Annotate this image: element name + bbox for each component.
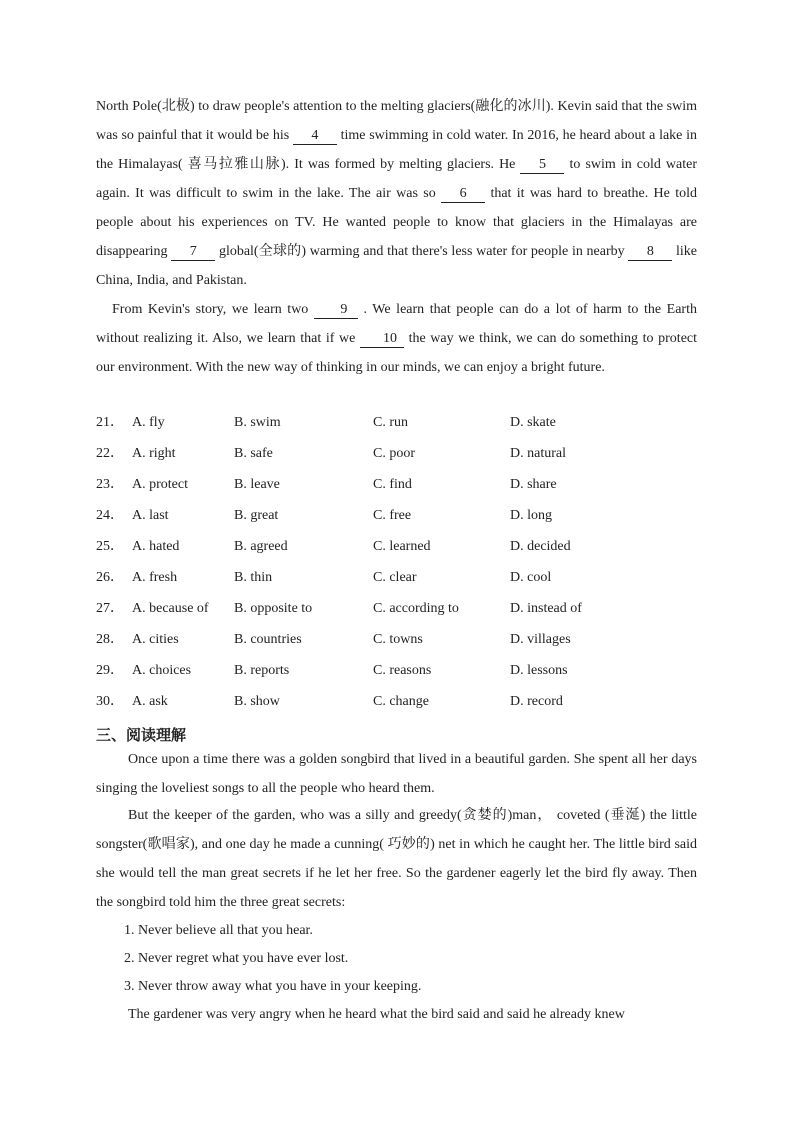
question-row bbox=[96, 593, 697, 624]
option-a: A. hated bbox=[132, 539, 180, 554]
blank-4: 4 bbox=[293, 128, 337, 145]
option-d: D. lessons bbox=[510, 663, 568, 678]
option-a: A. cities bbox=[132, 632, 179, 647]
option-d: D. long bbox=[510, 508, 552, 523]
secret-3: 3. Never throw away what you have in your keeping. bbox=[124, 979, 422, 994]
blank-6: 6 bbox=[441, 186, 485, 203]
option-c: C. learned bbox=[373, 539, 431, 554]
story-paragraph-1: Once upon a time there was a golden songbird that lived in a beautiful garden. She spent all her days singing the loveliest songs to all the people who heard them. bbox=[96, 752, 697, 796]
option-c: C. free bbox=[373, 508, 412, 523]
option-a: A. right bbox=[132, 446, 176, 461]
option-d: D. natural bbox=[510, 446, 566, 461]
option-d: D. cool bbox=[510, 570, 552, 585]
question-row bbox=[96, 438, 697, 469]
question-number: 30． bbox=[96, 694, 124, 709]
blank-8: 8 bbox=[628, 244, 672, 261]
story-paragraph-3: The gardener was very angry when he heard what the bird said and said he already knew bbox=[128, 1007, 625, 1022]
option-a: A. fresh bbox=[132, 570, 178, 585]
question-number: 22． bbox=[96, 446, 124, 461]
question-row bbox=[96, 469, 697, 500]
blank-7: 7 bbox=[171, 244, 215, 261]
passage-paragraph-1 bbox=[96, 92, 697, 295]
option-a: A. ask bbox=[132, 694, 168, 709]
passage-text: From Kevin's story, we learn two bbox=[112, 302, 309, 317]
option-d: D. instead of bbox=[510, 601, 582, 616]
passage-text: North Pole(北极) to draw people's attention to the melting glaciers(融化的冰川). Kevin said that the swim was so painful that it would be his bbox=[96, 99, 697, 143]
option-d: D. decided bbox=[510, 539, 571, 554]
passage-paragraph-2 bbox=[96, 295, 697, 382]
option-b: B. great bbox=[234, 508, 279, 523]
option-c: C. reasons bbox=[373, 663, 432, 678]
option-b: B. reports bbox=[234, 663, 290, 678]
option-b: B. thin bbox=[234, 570, 273, 585]
option-b: B. show bbox=[234, 694, 280, 709]
option-c: C. change bbox=[373, 694, 429, 709]
question-number: 23． bbox=[96, 477, 124, 492]
option-a: A. last bbox=[132, 508, 169, 523]
question-number: 25． bbox=[96, 539, 124, 554]
question-number: 28． bbox=[96, 632, 124, 647]
passage-text: . We learn that people can do a lot of harm to the Earth without realizing it. Also, we learn that if we bbox=[96, 302, 697, 346]
option-d: D. share bbox=[510, 477, 557, 492]
option-a: A. protect bbox=[132, 477, 188, 492]
question-row bbox=[96, 407, 697, 438]
option-d: D. record bbox=[510, 694, 563, 709]
passage-text: time swimming in cold water. In 2016, he heard about a lake in the Himalayas( 喜马拉雅山脉). It was formed by melting glaciers. He bbox=[96, 128, 698, 172]
blank-5: 5 bbox=[520, 157, 564, 174]
option-b: B. agreed bbox=[234, 539, 288, 554]
question-row bbox=[96, 655, 697, 686]
question-number: 29． bbox=[96, 663, 124, 678]
secret-1: 1. Never believe all that you hear. bbox=[124, 923, 313, 938]
blank-10: 10 bbox=[360, 331, 404, 348]
secret-2: 2. Never regret what you have ever lost. bbox=[124, 951, 349, 966]
option-b: B. leave bbox=[234, 477, 280, 492]
question-row bbox=[96, 531, 697, 562]
option-a: A. choices bbox=[132, 663, 192, 678]
question-row bbox=[96, 562, 697, 593]
question-number: 27． bbox=[96, 601, 124, 616]
passage-text: the way we think, we can do something to protect our environment. With the new way of thinking in our minds, we can enjoy a bright future. bbox=[96, 331, 698, 375]
option-d: D. villages bbox=[510, 632, 571, 647]
option-b: B. swim bbox=[234, 415, 281, 430]
option-a: A. fly bbox=[132, 415, 165, 430]
passage-text: to swim in cold water again. It was difficult to swim in the lake. The air was so bbox=[96, 157, 698, 201]
option-a: A. because of bbox=[132, 601, 209, 616]
option-c: C. according to bbox=[373, 601, 459, 616]
option-c: C. poor bbox=[373, 446, 415, 461]
question-row bbox=[96, 500, 697, 531]
option-d: D. skate bbox=[510, 415, 556, 430]
question-number: 24． bbox=[96, 508, 124, 523]
option-c: C. find bbox=[373, 477, 412, 492]
question-number: 26． bbox=[96, 570, 124, 585]
option-c: C. run bbox=[373, 415, 408, 430]
story-paragraph-2: But the keeper of the garden, who was a silly and greedy(贪婪的)man， coveted (垂涎) the little songster(歌唱家), and one day he made a cunning( 巧妙的) net in which he caught her. The little bird said she would tell the man great secrets if he let her free. So the gardener eagerly let the bird fly away. Then the songbird told him the three great secrets: bbox=[96, 808, 697, 910]
passage-text: that it was hard to breathe. He told people about his experiences on TV. He wanted people to know that glaciers in the Himalayas are disappearing bbox=[96, 186, 698, 259]
option-b: B. countries bbox=[234, 632, 302, 647]
passage-text: global(全球的) warming and that there's less water for people in nearby bbox=[218, 244, 625, 259]
option-b: B. opposite to bbox=[234, 601, 313, 616]
question-row bbox=[96, 686, 697, 717]
blank-9: 9 bbox=[314, 302, 358, 319]
section-title: 三、阅读理解 bbox=[96, 726, 187, 744]
question-number: 21． bbox=[96, 415, 124, 430]
options-list bbox=[96, 407, 697, 717]
option-c: C. clear bbox=[373, 570, 417, 585]
question-row bbox=[96, 624, 697, 655]
option-c: C. towns bbox=[373, 632, 423, 647]
option-b: B. safe bbox=[234, 446, 273, 461]
passage-text: like China, India, and Pakistan. bbox=[96, 244, 698, 288]
